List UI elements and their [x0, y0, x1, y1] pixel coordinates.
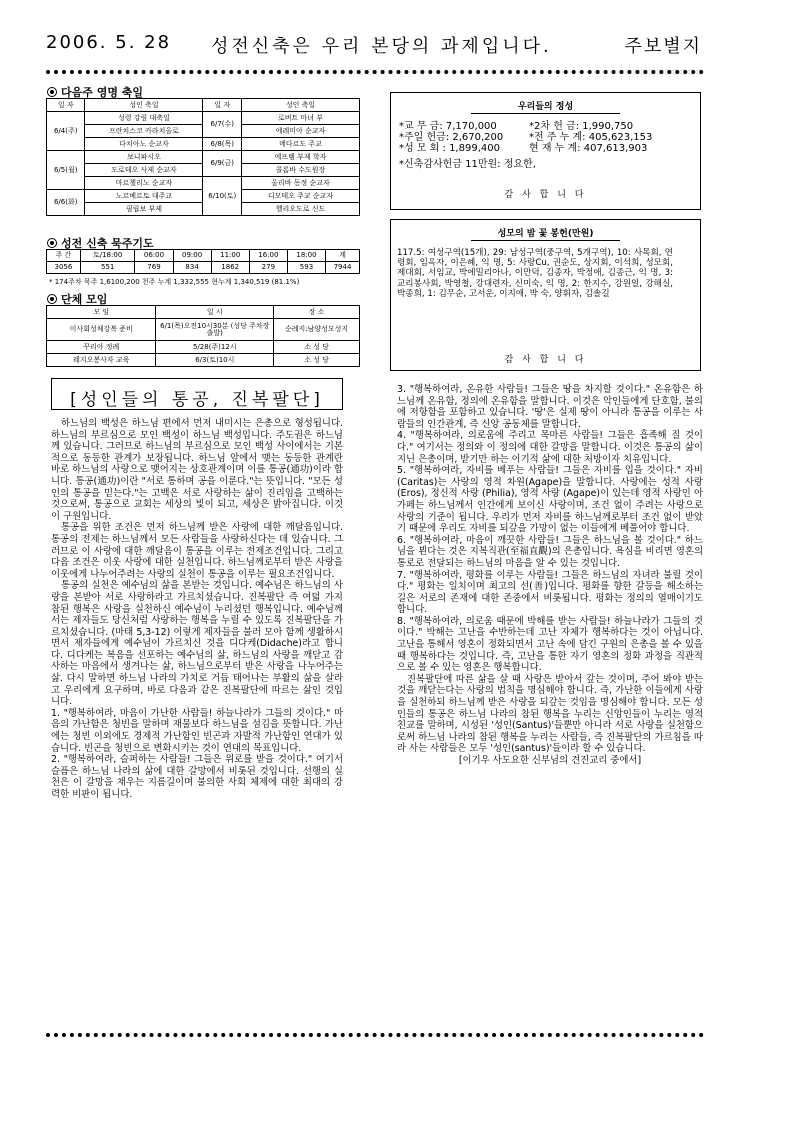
feast-saint: 노르베르토 대주교 [85, 190, 203, 203]
prayer-header-cell: 09:00 [173, 250, 211, 262]
feast-row [47, 177, 360, 190]
group-cell: 6/1(목)오전10시30분 (성당 주차장 출발) [156, 319, 274, 341]
article-paragraph: 1. "행복하여라, 마음이 가난한 사람들! 하늘나라가 그들의 것이다." 마음의 가난함은 청빈을 말하며 재물보다 하느님을 섬김을 뜻합니다. 가난에는 청빈 이외에도 경제적 가난함인 빈곤과 자발적 가난함인 연대가 있습니다. 빈곤을 청빈으로 변화시키는 것이 연대의 목표입니다. [51, 707, 343, 754]
feast-saint: 성령 강림 대축일 [85, 112, 203, 125]
feast-saint: 에레미아 순교자 [242, 125, 360, 138]
feast-saint: 도로테오 사제 순교자 [85, 164, 203, 177]
feast-saint: 마르첼리노 순교자 [85, 177, 203, 190]
prayer-header-cell: 18:00 [287, 250, 325, 262]
group-row [47, 319, 360, 341]
feast-header-cell: 일 자 [203, 99, 242, 112]
feast-saint: 헬리오도로 신도 [242, 203, 360, 216]
offering-row [399, 132, 669, 143]
group-cell: 6/3(토)10시 [156, 354, 274, 367]
article-paragraph: 5. "행복하여라, 자비를 베푸는 사람들! 그들은 자비를 입을 것이다." 자비(Caritas)는 사랑의 영적 차원(Agape)을 말합니다. 사랑에는 성적 사랑 (Eros), 정신적 사랑 (Philia), 영적 사랑 (Agape)이 있는데 영적 사랑인 아가페는 하느님께서 인간에게 보이신 사랑이며, 조건 없이 주려는 사랑으로 사랑의 기준이 됩니다. 우리가 먼저 자비를 하느님께로부터 조건 없이 받았기 때문에 우리도 자비를 되갚을 가망이 없는 이들에게 베풀어야 합니다. [397, 465, 703, 535]
group-header-cell: 모 임 [47, 306, 156, 319]
flower-box [390, 219, 701, 371]
feast-date: 6/7(수) [203, 112, 242, 138]
flower-donors: 117.5: 여성구역(15개), 29: 남성구역(중구역, 5개구역), 10: 사목회, 연령회, 임옥자, 이은혜, 익 명, 5: 사랑Cu, 권순도, 상지회, 이석희, 성모회, 제대회, 서임교, 박에밀리아나, 이만덕, 김종자, 박정애, 김종근, 익 명, 3: 교리봉사회, 박영철, 강대련자, 신미숙, 익 명, 2: 한지수, 강원일, 강해실, 박종희, 1: 김무순, 고서운, 이지애, 박 숙, 양휘자, 김솔길 [397, 248, 673, 299]
offering-row [399, 121, 669, 132]
prayer-section-title: 성전 신축 묵주기도 [47, 235, 154, 251]
group-section-title: 단체 모임 [47, 291, 107, 307]
prayer-value-cell: 3056 [47, 262, 81, 274]
feast-date: 6/4(주) [47, 112, 85, 151]
prayer-value-cell: 1862 [211, 262, 249, 274]
prayer-header-cell: 11:00 [211, 250, 249, 262]
flower-title: 성모의 밤 꽃 봉헌(만원) [497, 229, 594, 239]
feast-header-cell: 성인 축일 [242, 99, 360, 112]
feast-date: 6/5(월) [47, 151, 85, 190]
prayer-value-cell: 7944 [326, 262, 360, 274]
prayer-value-cell: 279 [249, 262, 287, 274]
feast-table [46, 98, 360, 216]
group-cell: 소 성 당 [274, 341, 360, 354]
prayer-value-cell: 551 [80, 262, 135, 274]
group-cell: 레지오봉사자 교육 [47, 354, 156, 367]
prayer-header-cell: 06:00 [135, 250, 173, 262]
feast-header-cell: 일 자 [47, 99, 85, 112]
group-row [47, 354, 360, 367]
feast-saint: 콜롬바 수도원장 [242, 164, 360, 177]
group-row [47, 341, 360, 354]
offering-item: *교 무 금: 7,170,000 [399, 121, 497, 132]
issue-date: 2006. 5. 28 [46, 32, 172, 53]
article-left-column [51, 418, 343, 801]
offering-thanks: 감 사 합 니 다 [504, 190, 587, 200]
prayer-table [46, 249, 360, 274]
article-source: [이기우 사도요한 신부님의 견진교리 중에서] [458, 755, 642, 766]
article-paragraph: 하느님의 백성은 하느님 편에서 먼저 내미시는 은총으로 형성됩니다. 하느님의 부르심으로 모인 백성이 하느님 백성입니다. 주도권은 하느님께 있습니다. 그러므로 하느님의 부르심으로 모인 백성 사이에서는 기본적으로 동등한 관계가 보장됩니다. 하느님 앞에서 맺는 동등한 관계란 바로 하느님의 사랑으로 맺어지는 상호관계이며 이를 통공(通功)이라 합니다. 통공(通功)이란 "서로 통하며 공을 이룬다."는 뜻입니다. "모든 성인의 통공을 믿는다."는 고백은 서로 사랑하는 삶이 진리임을 고백하는 것으로써, 통공으로 교회는 세상의 빛이 되고, 세상은 밝아집니다. 이것이 구원입니다. [51, 418, 343, 522]
prayer-value-cell: 593 [287, 262, 325, 274]
article-paragraph: 8. "행복하여라, 의로움 때문에 박해를 받는 사람들! 하늘나라가 그들의 것이다." 박해는 고난을 수반하는데 고난 자체가 행복하다는 것이 아닙니다. 고난을 통해서 영혼이 정화되면서 고난 속에 담긴 구원의 은총을 볼 수 있을 때 행복하다는 것입니다. 즉, 고난을 통한 자기 영혼의 정화 과정을 직관적으로 볼 수 있는 영혼은 행복합니다. [397, 615, 703, 674]
article-title: [성인들의 통공, 진복팔단] [70, 390, 324, 410]
feast-saint: 올리바 동정 순교자 [242, 177, 360, 190]
feast-section-title: 다음주 영명 축일 [47, 84, 143, 100]
header-motto: 성전신축은 우리 본당의 과제입니다. [211, 36, 552, 57]
group-cell: 꾸리아 정례 [47, 341, 156, 354]
group-header-row [47, 306, 360, 319]
offering-row [399, 143, 669, 154]
feast-row [47, 138, 360, 151]
feast-date: 6/8(목) [203, 138, 242, 151]
flower-thanks: 감 사 합 니 다 [504, 355, 587, 365]
article-right-column [397, 384, 703, 767]
offering-item: *전 주 누 계: 405,623,153 [529, 132, 653, 143]
feast-saint: 로버트 마녀 부 [242, 112, 360, 125]
offering-item: *주일 헌금: 2,670,200 [399, 132, 504, 143]
feast-saint: 디모테오 주교 순교자 [242, 190, 360, 203]
group-header-cell: 일 시 [156, 306, 274, 319]
feast-saint: 보니파시오 [85, 151, 203, 164]
prayer-note: * 174주차 묵주 1,6100,200 천주 누계 1,332,555 현누계 1,340,519 (81.1%) [49, 278, 300, 286]
article-paragraph: 통공의 실천은 예수님의 삶을 본받는 것입니다. 예수님은 하느님의 사랑을 본받아 서로 사랑하라고 가르치셨습니다. 진복팔단 즉 여덟 가지 참된 행복은 사랑을 실천하신 예수님이 누리셨던 행복입니다. 예수님께서는 제자들도 당신처럼 사랑하는 행복을 누릴 수 있도록 진복팔단을 가르치셨습니다. (마태 5,3-12) 이렇게 제자들을 불러 모아 함께 생활하시면서 제자들에게 예수님이 가르치신 것을 디다케(Didache)라고 합니다. 디다케는 복음을 선포하는 예수님의 삶, 하느님의 사랑을 깨닫고 감사하는 마음에서 생겨나는 삶, 하느님으로부터 받은 사랑을 나누어주는 삶. 다시 말하면 하느님 나라의 가치로 거듭 태어나는 부활의 삶을 살라고 우리에게 요구하며, 바로 다음과 같은 진복팔단에 따르는 삶인 것입니다. [51, 580, 343, 708]
group-cell: 소 성 당 [274, 354, 360, 367]
offering-item: *2차 헌 금: 1,990,750 [529, 121, 634, 132]
feast-saint: 프란치스코 카라치올로 [85, 125, 203, 138]
article-paragraph: 4. "행복하여라, 의로움에 주리고 목마른 사람들! 그들은 흡족해 질 것이다." 여기서는 정의와 이 정의에 대한 갈망을 말합니다. 이것은 통공의 삶이 지닌 은총이며, 받기만 하는 이기적 삶에 대한 처방이자 치유입니다. [397, 430, 703, 465]
offering-item: *성 모 회 : 1,899,400 [399, 143, 500, 154]
offering-extra: *신축감사헌금 11만원: 정요한, [399, 159, 536, 170]
offering-box [390, 92, 701, 210]
group-header-cell: 장 소 [274, 306, 360, 319]
article-paragraph: 3. "행복하여라, 온유한 사람들! 그들은 땅을 차지할 것이다." 온유함은 하느님께 온유함, 정의에 온유함을 말합니다. 이것은 악인들에게 단호함, 불의에 저항함을 포함하고 있습니다. '땅'은 실제 땅이 아니라 통공을 이루는 사람들의 인간관계, 즉 신앙 공동체를 말합니다. [397, 384, 703, 430]
feast-row [47, 112, 360, 125]
article-paragraph: 통공을 위한 조건은 먼저 하느님께 받은 사랑에 대한 깨달음입니다. 통공의 전제는 하느님께서 모든 사람들을 사랑하신다는 데 있습니다. 그러므로 이 사랑에 대한 깨달음이 통공을 이루는 전제조건입니다. 그리고 다음 조건은 이웃 사랑에 대한 실천입니다. 하느님께로부터 받은 사랑을 이웃에게 나누어주려는 사랑의 실천이 통공을 이루는 필요조건입니다. [51, 522, 343, 580]
offering-title: 우리들의 정성 [517, 102, 574, 112]
feast-saint: 다치아노 순교자 [85, 138, 203, 151]
group-cell: 순례지:남양성모성지 [274, 319, 360, 341]
bullet-icon [47, 238, 57, 248]
offering-item: 현 재 누 계: 407,613,903 [529, 143, 648, 154]
offering-rows [399, 121, 669, 154]
feast-row [47, 151, 360, 164]
feast-date: 6/6(화) [47, 190, 85, 216]
prayer-value-cell: 769 [135, 262, 173, 274]
top-dotted-rule [46, 70, 704, 74]
group-table [46, 305, 360, 367]
feast-saint: 메다르도 주교 [242, 138, 360, 151]
prayer-header-cell: 주 간 [47, 250, 81, 262]
bottom-dotted-rule [46, 1033, 704, 1037]
bullet-icon [47, 294, 57, 304]
page-header [46, 18, 702, 62]
feast-date: 6/9(금) [203, 151, 242, 177]
prayer-header-cell: 16:00 [249, 250, 287, 262]
article-paragraph: 진복팔단에 따른 삶을 살 때 사랑은 받아서 갚는 것이며, 주어 봐야 받는 것을 깨닫는다는 사랑의 법칙을 명심해야 합니다. 즉, 가난한 이들에게 사랑을 실천하되 하느님께 받은 사랑을 되갚는 것임을 명심해야 합니다. 모든 성인들의 통공은 하느님 나라의 참된 행복을 누리는 신앙인들이 누리는 영적 친교를 말하며, 시성된 '성인(Santus)'들뿐만 아니라 서로 사랑을 실천함으로써 하느님 나라의 참된 행복을 누리는 사람들, 즉 진복팔단의 가르침을 따라 사는 사람들은 모두 '성인(santus)'들이라 할 수 있습니다. [397, 673, 703, 755]
prayer-header-cell: 토/18:00 [80, 250, 135, 262]
group-cell: 이사회성체강복 준비 [47, 319, 156, 341]
feast-date: 6/10(토) [203, 177, 242, 216]
article-paragraph: 2. "행복하여라, 슬퍼하는 사람들! 그들은 위로를 받을 것이다." 여기서 슬픔은 하느님 나라의 삶에 대한 갈망에서 비롯된 것입니다. 선행의 실천은 이 갈망을 채우는 지름길이며 불의한 사회 체제에 대한 최대의 강력한 비판이 됩니다. [51, 754, 343, 800]
prayer-value-cell: 834 [173, 262, 211, 274]
article-title-box [51, 378, 343, 410]
feast-header-cell: 성인 축일 [85, 99, 203, 112]
feast-header-row [47, 99, 360, 112]
feast-saint: 에프렘 부제 학자 [242, 151, 360, 164]
article-paragraph: 7. "행복하여라, 평화를 이루는 사람들! 그들은 하느님의 자녀라 불릴 것이다." 평화는 일치이며 최고의 선(善)입니다. 평화를 향한 갈등을 해소하는 길은 서로의 존재에 대한 존중에서 비롯됩니다. 평화는 정의의 열매이기도 합니다. [397, 569, 703, 616]
prayer-header-cell: 계 [326, 250, 360, 262]
bullet-icon [47, 87, 57, 97]
article-paragraph: 6. "행복하여라, 마음이 깨끗한 사람들! 그들은 하느님을 볼 것이다." 하느님을 뵌다는 것은 지복직관(至福直觀)의 은총입니다. 욕심을 비리면 영혼의 통로로 전달되는 하느님의 마음을 알 수 있는 것입니다. [397, 534, 703, 569]
group-cell: 5/28(주)12시 [156, 341, 274, 354]
supplement-label: 주보별지 [624, 36, 702, 57]
feast-saint: 필립보 부제 [85, 203, 203, 216]
